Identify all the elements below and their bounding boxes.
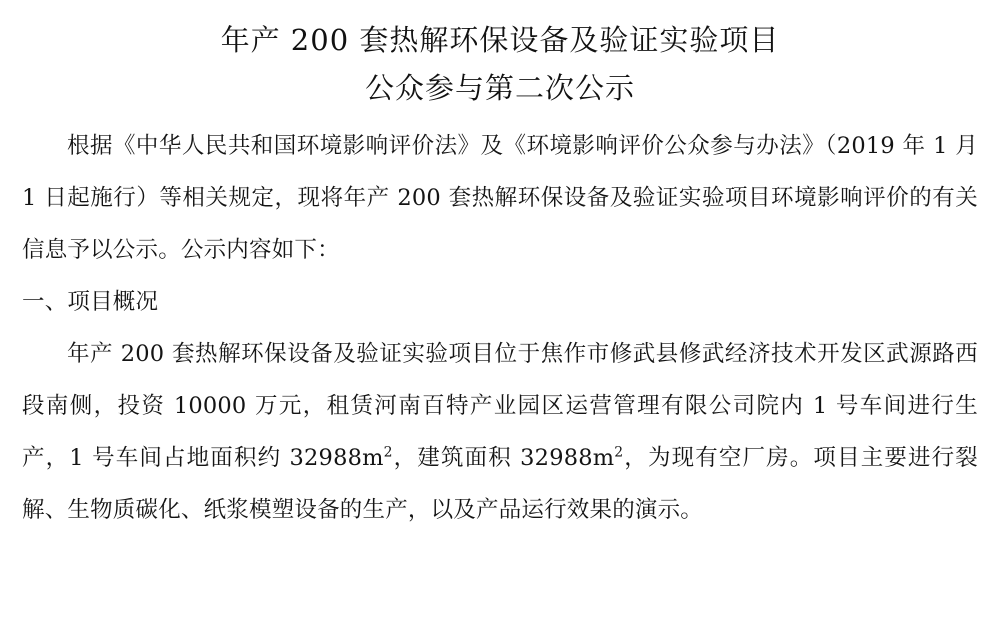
overview-superscript-2: 2 (614, 444, 624, 461)
paragraph-intro (22, 120, 978, 276)
document-body (22, 120, 978, 536)
paragraph-project-overview (22, 328, 978, 536)
overview-segment-3: ，为现有空厂房。项目主要进行裂解、生物质碳化、纸浆模塑设备的生产，以及产品运行效果的演示。 (22, 445, 978, 523)
overview-segment-2: ，建筑面积 32988m (392, 445, 615, 471)
page-title-line-2: 公众参与第二次公示 (364, 71, 635, 105)
page-title-line-1: 年产 200 套热解环保设备及验证实验项目 (220, 23, 780, 57)
page-title (22, 10, 978, 112)
section-heading-text: 一、项目概况 (22, 289, 159, 315)
section-heading-project-overview (22, 276, 978, 328)
paragraph-intro-text: 根据《中华人民共和国环境影响评价法》及《环境影响评价公众参与办法》（2019 年 1 月 1 日起施行）等相关规定，现将年产 200 套热解环保设备及验证实验项目环境影响评价的有关信息予以公示。公示内容如下： (22, 133, 978, 263)
overview-superscript-1: 2 (383, 444, 393, 461)
overview-segment-1: 年产 200 套热解环保设备及验证实验项目位于焦作市修武县修武经济技术开发区武源路西段南侧，投资 10000 万元，租赁河南百特产业园区运营管理有限公司院内 1 号车间进行生产，1 号车间占地面积约 32988m (22, 341, 978, 471)
